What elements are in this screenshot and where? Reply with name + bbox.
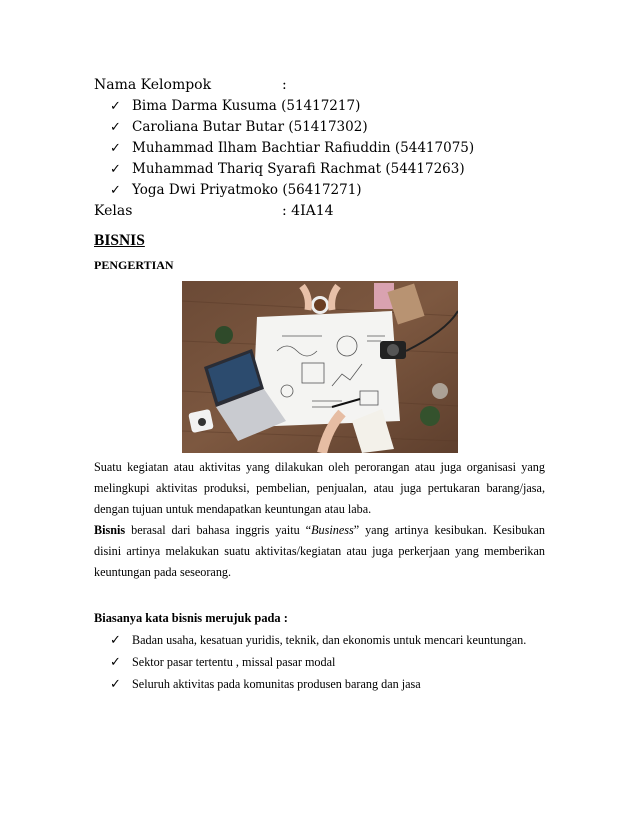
paragraph-line: dengan tujuan untuk mendapatkan keuntungan atau laba.: [94, 502, 372, 516]
checkmark-icon: ✓: [110, 120, 121, 135]
list-item: ✓ Seluruh aktivitas pada komunitas produsen barang dan jasa: [110, 677, 421, 692]
business-desk-photo: [182, 281, 458, 453]
list-heading: Biasanya kata bisnis merujuk pada :: [94, 611, 288, 625]
checkmark-icon: ✓: [110, 162, 121, 177]
group-label: Nama Kelompok: [94, 77, 212, 93]
member-item: ✓ Yoga Dwi Priyatmoko (56417271): [110, 182, 362, 198]
paragraph-line: Suatu kegiatan atau aktivitas yang dilakukan oleh perorangan atau juga organisasi yang: [94, 460, 545, 474]
group-label-row: [94, 76, 287, 94]
paragraph-line: disini artinya melakukan suatu aktivitas/kegiatan atau juga perkerjaan yang memberikan: [94, 544, 545, 558]
section-title: BISNIS: [94, 232, 145, 249]
class-value: : 4IA14: [282, 203, 334, 219]
checkmark-icon: ✓: [110, 183, 121, 198]
section-subtitle: PENGERTIAN: [94, 258, 174, 272]
paragraph-line: keuntungan pada seseorang.: [94, 565, 232, 579]
photo-illustration: [182, 281, 458, 453]
checkmark-icon: ✓: [110, 99, 121, 114]
checkmark-icon: ✓: [110, 655, 121, 670]
member-item: ✓ Muhammad Thariq Syarafi Rachmat (54417263): [110, 161, 465, 177]
checkmark-icon: ✓: [110, 141, 121, 156]
member-item: ✓ Caroliana Butar Butar (51417302): [110, 119, 368, 135]
group-colon: :: [282, 77, 287, 93]
list-item: ✓ Sektor pasar tertentu , missal pasar modal: [110, 655, 336, 670]
list-item: ✓ Badan usaha, kesatuan yuridis, teknik, dan ekonomis untuk mencari keuntungan.: [110, 633, 527, 648]
term-bisnis: Bisnis: [94, 523, 126, 537]
checkmark-icon: ✓: [110, 633, 121, 648]
term-business: Business: [311, 523, 354, 537]
class-label: Kelas: [94, 203, 133, 219]
member-item: ✓ Muhammad Ilham Bachtiar Rafiuddin (54417075): [110, 140, 475, 156]
origin-paragraph: [94, 520, 545, 583]
class-row: [94, 202, 334, 220]
checkmark-icon: ✓: [110, 677, 121, 692]
paragraph-line: melingkupi aktivitas produksi, pembelian, penjualan, atau juga pertukaran barang/jasa,: [94, 481, 545, 495]
paragraph-line: Bisnis berasal dari bahasa inggris yaitu “Business” yang artinya kesibukan. Kesibukan: [94, 523, 545, 537]
member-item: ✓ Bima Darma Kusuma (51417217): [110, 98, 361, 114]
definition-paragraph: [94, 457, 545, 520]
